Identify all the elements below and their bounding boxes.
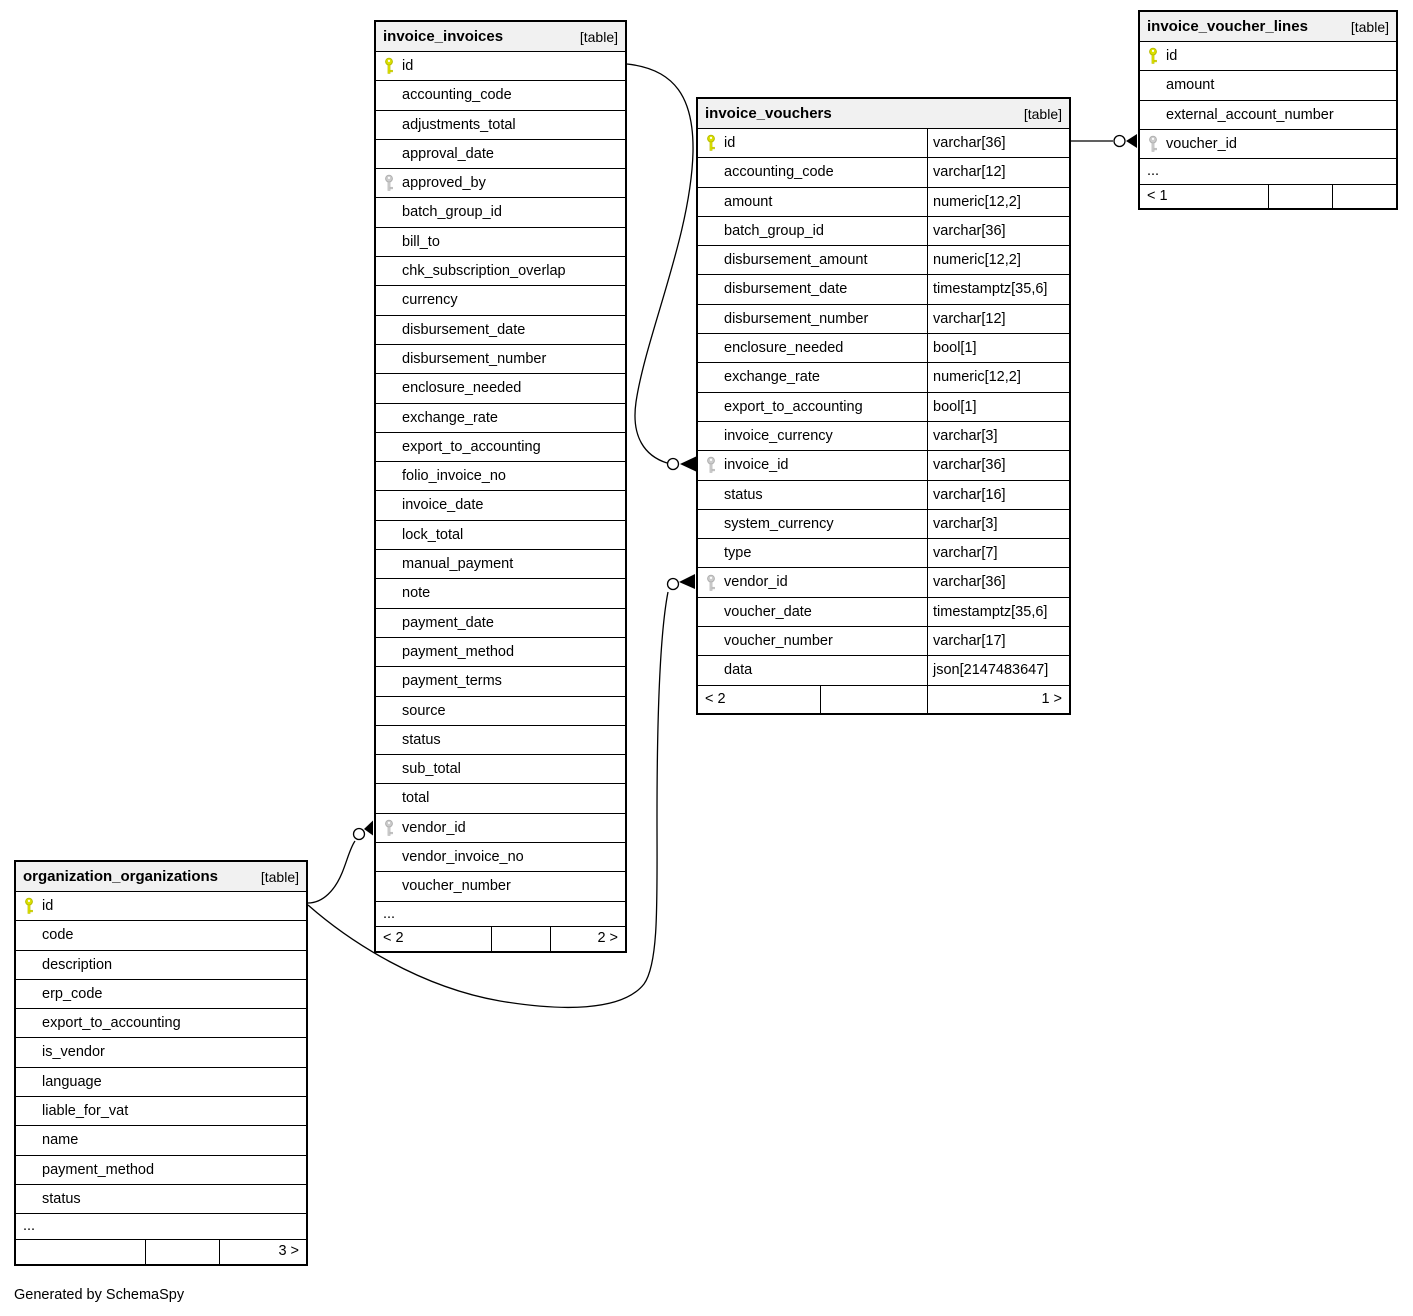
column-row-data	[698, 655, 1069, 684]
column-row-status	[698, 480, 1069, 509]
column-name: type	[724, 545, 752, 562]
generator-note: Generated by SchemaSpy	[14, 1287, 185, 1303]
column-type: bool[1]	[927, 393, 1069, 421]
column-row-disbursement_amount	[698, 245, 1069, 274]
column-row-payment_method	[376, 637, 625, 666]
column-name: amount	[1166, 77, 1215, 94]
table-invoice-vouchers[interactable]	[696, 97, 1071, 715]
footer-cell-3: 3 >	[219, 1240, 306, 1264]
column-row-manual_payment	[376, 549, 625, 578]
column-name: language	[42, 1073, 102, 1090]
column-type: varchar[36]	[927, 451, 1069, 479]
table-header[interactable]	[698, 99, 1069, 128]
column-name: accounting_code	[724, 164, 834, 181]
column-name: invoice_date	[402, 497, 484, 514]
column-name: id	[1166, 48, 1178, 64]
column-name: chk_subscription_overlap	[402, 263, 566, 280]
column-name: amount	[724, 193, 773, 210]
column-name: voucher_date	[724, 603, 812, 620]
table-invoice-voucher-lines[interactable]	[1138, 10, 1398, 210]
column-type: varchar[3]	[927, 510, 1069, 538]
column-name: bill_to	[402, 233, 440, 250]
column-row-type	[698, 538, 1069, 567]
column-name: status	[402, 731, 441, 748]
column-type: numeric[12,2]	[927, 188, 1069, 216]
foreign-key-icon	[1147, 135, 1160, 153]
column-row-currency	[376, 285, 625, 314]
primary-key-icon	[1147, 47, 1160, 65]
column-row-source	[376, 696, 625, 725]
column-row-voucher_number	[376, 871, 625, 900]
column-name: payment_method	[402, 643, 515, 660]
ellipsis-row	[376, 901, 625, 927]
column-row-payment_terms	[376, 666, 625, 695]
column-name: code	[42, 927, 74, 944]
column-name: batch_group_id	[724, 222, 824, 239]
column-row-status	[376, 725, 625, 754]
column-row-code	[16, 920, 306, 949]
column-name: voucher_number	[724, 633, 833, 650]
column-name: export_to_accounting	[402, 438, 541, 455]
column-type: bool[1]	[927, 334, 1069, 362]
foreign-key-icon	[705, 574, 718, 592]
footer-cell-2	[145, 1240, 219, 1264]
column-type: timestamptz[35,6]	[927, 598, 1069, 626]
column-row-export_to_accounting	[16, 1008, 306, 1037]
column-row-batch_group_id	[376, 197, 625, 226]
column-name: data	[724, 662, 753, 679]
column-row-total	[376, 783, 625, 812]
column-row-external_account_number	[1140, 100, 1396, 129]
column-name: id	[402, 58, 414, 74]
ellipsis-label: ...	[1147, 163, 1160, 180]
column-type: varchar[12]	[927, 158, 1069, 186]
column-name: export_to_accounting	[724, 398, 863, 415]
column-row-note	[376, 578, 625, 607]
column-row-payment_date	[376, 608, 625, 637]
primary-key-icon	[383, 57, 396, 75]
table-footer	[376, 926, 625, 951]
column-name: description	[42, 956, 113, 973]
column-row-status	[16, 1184, 306, 1213]
column-name: liable_for_vat	[42, 1103, 129, 1120]
column-row-liable_for_vat	[16, 1096, 306, 1125]
column-row-voucher_id	[1140, 129, 1396, 158]
column-row-id	[1140, 41, 1396, 70]
column-name: disbursement_amount	[724, 252, 868, 269]
crowfoot-vouchers-vendor-id	[679, 574, 695, 589]
column-row-disbursement_date	[698, 274, 1069, 303]
column-name: status	[724, 486, 763, 503]
table-organization-organizations[interactable]	[14, 860, 308, 1266]
table-header[interactable]	[1140, 12, 1396, 41]
column-name: manual_payment	[402, 556, 514, 573]
column-type: numeric[12,2]	[927, 363, 1069, 391]
footer-cell-1: < 1	[1147, 187, 1168, 204]
column-name: id	[724, 135, 736, 151]
column-row-accounting_code	[698, 157, 1069, 186]
column-type: json[2147483647]	[927, 656, 1069, 684]
column-type: varchar[36]	[927, 129, 1069, 157]
column-name: approval_date	[402, 145, 494, 162]
column-name: status	[42, 1190, 81, 1207]
column-row-invoice_date	[376, 490, 625, 519]
column-row-vendor_id	[376, 813, 625, 842]
column-name: export_to_accounting	[42, 1015, 181, 1032]
column-type: numeric[12,2]	[927, 246, 1069, 274]
column-name: lock_total	[402, 526, 464, 543]
crowfoot-voucher-id	[1126, 134, 1137, 148]
table-footer	[16, 1239, 306, 1264]
column-row-enclosure_needed	[376, 373, 625, 402]
column-name: vendor_id	[724, 574, 788, 591]
table-tag: [table]	[1350, 18, 1389, 35]
column-row-id	[16, 891, 306, 920]
column-row-system_currency	[698, 509, 1069, 538]
column-name: vendor_id	[402, 819, 466, 836]
column-type: varchar[36]	[927, 568, 1069, 596]
column-row-exchange_rate	[698, 362, 1069, 391]
footer-cell-2	[820, 686, 927, 713]
column-row-id	[698, 128, 1069, 157]
column-row-chk_subscription_overlap	[376, 256, 625, 285]
column-row-enclosure_needed	[698, 333, 1069, 362]
rel-organizations-to-invoices-line	[308, 841, 355, 903]
column-name: id	[42, 898, 54, 914]
zero-circle-invoices-vendor-id	[354, 829, 365, 840]
column-row-exchange_rate	[376, 403, 625, 432]
column-row-is_vendor	[16, 1037, 306, 1066]
ellipsis-row	[1140, 158, 1396, 184]
column-type: varchar[17]	[927, 627, 1069, 655]
column-type: varchar[16]	[927, 481, 1069, 509]
table-tag: [table]	[1023, 105, 1062, 122]
column-name: currency	[402, 292, 458, 309]
footer-cell-2	[491, 927, 550, 951]
column-name: invoice_id	[724, 457, 789, 474]
table-footer	[698, 685, 1069, 713]
column-name: name	[42, 1132, 79, 1149]
column-name: enclosure_needed	[724, 340, 844, 357]
column-type: varchar[12]	[927, 305, 1069, 333]
column-type: varchar[7]	[927, 539, 1069, 567]
table-header[interactable]	[376, 22, 625, 51]
column-name: disbursement_number	[402, 350, 547, 367]
column-type: varchar[36]	[927, 217, 1069, 245]
column-name: approved_by	[402, 175, 486, 192]
column-name: disbursement_date	[724, 281, 848, 298]
column-row-voucher_number	[698, 626, 1069, 655]
ellipsis-row	[16, 1213, 306, 1239]
column-row-disbursement_number	[376, 344, 625, 373]
foreign-key-icon	[383, 819, 396, 837]
column-row-description	[16, 950, 306, 979]
column-name: accounting_code	[402, 87, 512, 104]
footer-cell-1	[16, 1240, 145, 1264]
column-name: is_vendor	[42, 1044, 105, 1061]
column-row-name	[16, 1125, 306, 1154]
footer-cell-1: < 2	[383, 930, 404, 947]
table-name[interactable]: invoice_vouchers	[705, 105, 832, 122]
column-row-vendor_invoice_no	[376, 842, 625, 871]
column-name: payment_method	[42, 1161, 155, 1178]
column-row-approved_by	[376, 168, 625, 197]
footer-cell-2	[1268, 185, 1332, 209]
column-name: adjustments_total	[402, 116, 516, 133]
column-row-sub_total	[376, 754, 625, 783]
footer-cell-3	[1332, 185, 1396, 209]
column-row-folio_invoice_no	[376, 461, 625, 490]
column-row-amount	[1140, 70, 1396, 99]
crowfoot-invoices-vendor-id	[364, 821, 373, 836]
column-row-vendor_id	[698, 567, 1069, 596]
foreign-key-icon	[705, 456, 718, 474]
column-type: varchar[3]	[927, 422, 1069, 450]
column-name: voucher_number	[402, 878, 511, 895]
footer-cell-3: 1 >	[927, 686, 1069, 713]
ellipsis-label: ...	[23, 1218, 36, 1235]
primary-key-icon	[705, 134, 718, 152]
column-row-adjustments_total	[376, 110, 625, 139]
primary-key-icon	[23, 897, 36, 915]
column-row-disbursement_number	[698, 304, 1069, 333]
column-name: disbursement_date	[402, 321, 526, 338]
column-name: folio_invoice_no	[402, 468, 506, 485]
column-name: erp_code	[42, 985, 103, 1002]
zero-circle-voucher-id	[1114, 136, 1125, 147]
table-name[interactable]: organization_organizations	[23, 868, 219, 885]
column-name: batch_group_id	[402, 204, 502, 221]
column-row-language	[16, 1067, 306, 1096]
column-name: voucher_id	[1166, 135, 1237, 152]
crowfoot-invoice-id	[680, 457, 696, 472]
column-row-accounting_code	[376, 80, 625, 109]
column-row-bill_to	[376, 227, 625, 256]
column-row-payment_method	[16, 1155, 306, 1184]
column-type: timestamptz[35,6]	[927, 275, 1069, 303]
table-invoice-invoices[interactable]	[374, 20, 627, 953]
table-footer	[1140, 184, 1396, 209]
column-row-voucher_date	[698, 597, 1069, 626]
column-row-disbursement_date	[376, 315, 625, 344]
column-name: system_currency	[724, 515, 834, 532]
column-name: external_account_number	[1166, 106, 1334, 123]
column-name: total	[402, 790, 430, 807]
rel-invoices-to-vouchers-line	[627, 64, 693, 463]
column-name: source	[402, 702, 446, 719]
table-header[interactable]	[16, 862, 306, 891]
column-name: disbursement_number	[724, 310, 869, 327]
column-name: payment_date	[402, 614, 494, 631]
table-tag: [table]	[579, 28, 618, 45]
column-name: exchange_rate	[724, 369, 820, 386]
zero-circle-invoice-id	[668, 459, 679, 470]
column-row-lock_total	[376, 520, 625, 549]
column-row-approval_date	[376, 139, 625, 168]
column-name: enclosure_needed	[402, 380, 522, 397]
column-name: exchange_rate	[402, 409, 498, 426]
column-row-amount	[698, 187, 1069, 216]
column-name: payment_terms	[402, 673, 502, 690]
footer-cell-3: 2 >	[550, 927, 625, 951]
ellipsis-label: ...	[383, 905, 396, 922]
table-name[interactable]: invoice_voucher_lines	[1147, 18, 1308, 35]
table-tag: [table]	[260, 868, 299, 885]
column-row-invoice_currency	[698, 421, 1069, 450]
column-name: invoice_currency	[724, 427, 833, 444]
column-row-batch_group_id	[698, 216, 1069, 245]
foreign-key-icon	[383, 174, 396, 192]
column-row-export_to_accounting	[698, 392, 1069, 421]
column-row-id	[376, 51, 625, 80]
column-name: sub_total	[402, 761, 461, 778]
zero-circle-vouchers-vendor-id	[668, 579, 679, 590]
footer-cell-1: < 2	[705, 690, 726, 707]
table-name[interactable]: invoice_invoices	[383, 28, 504, 45]
column-name: vendor_invoice_no	[402, 849, 524, 866]
column-row-invoice_id	[698, 450, 1069, 479]
column-row-erp_code	[16, 979, 306, 1008]
column-row-export_to_accounting	[376, 432, 625, 461]
column-name: note	[402, 585, 431, 602]
